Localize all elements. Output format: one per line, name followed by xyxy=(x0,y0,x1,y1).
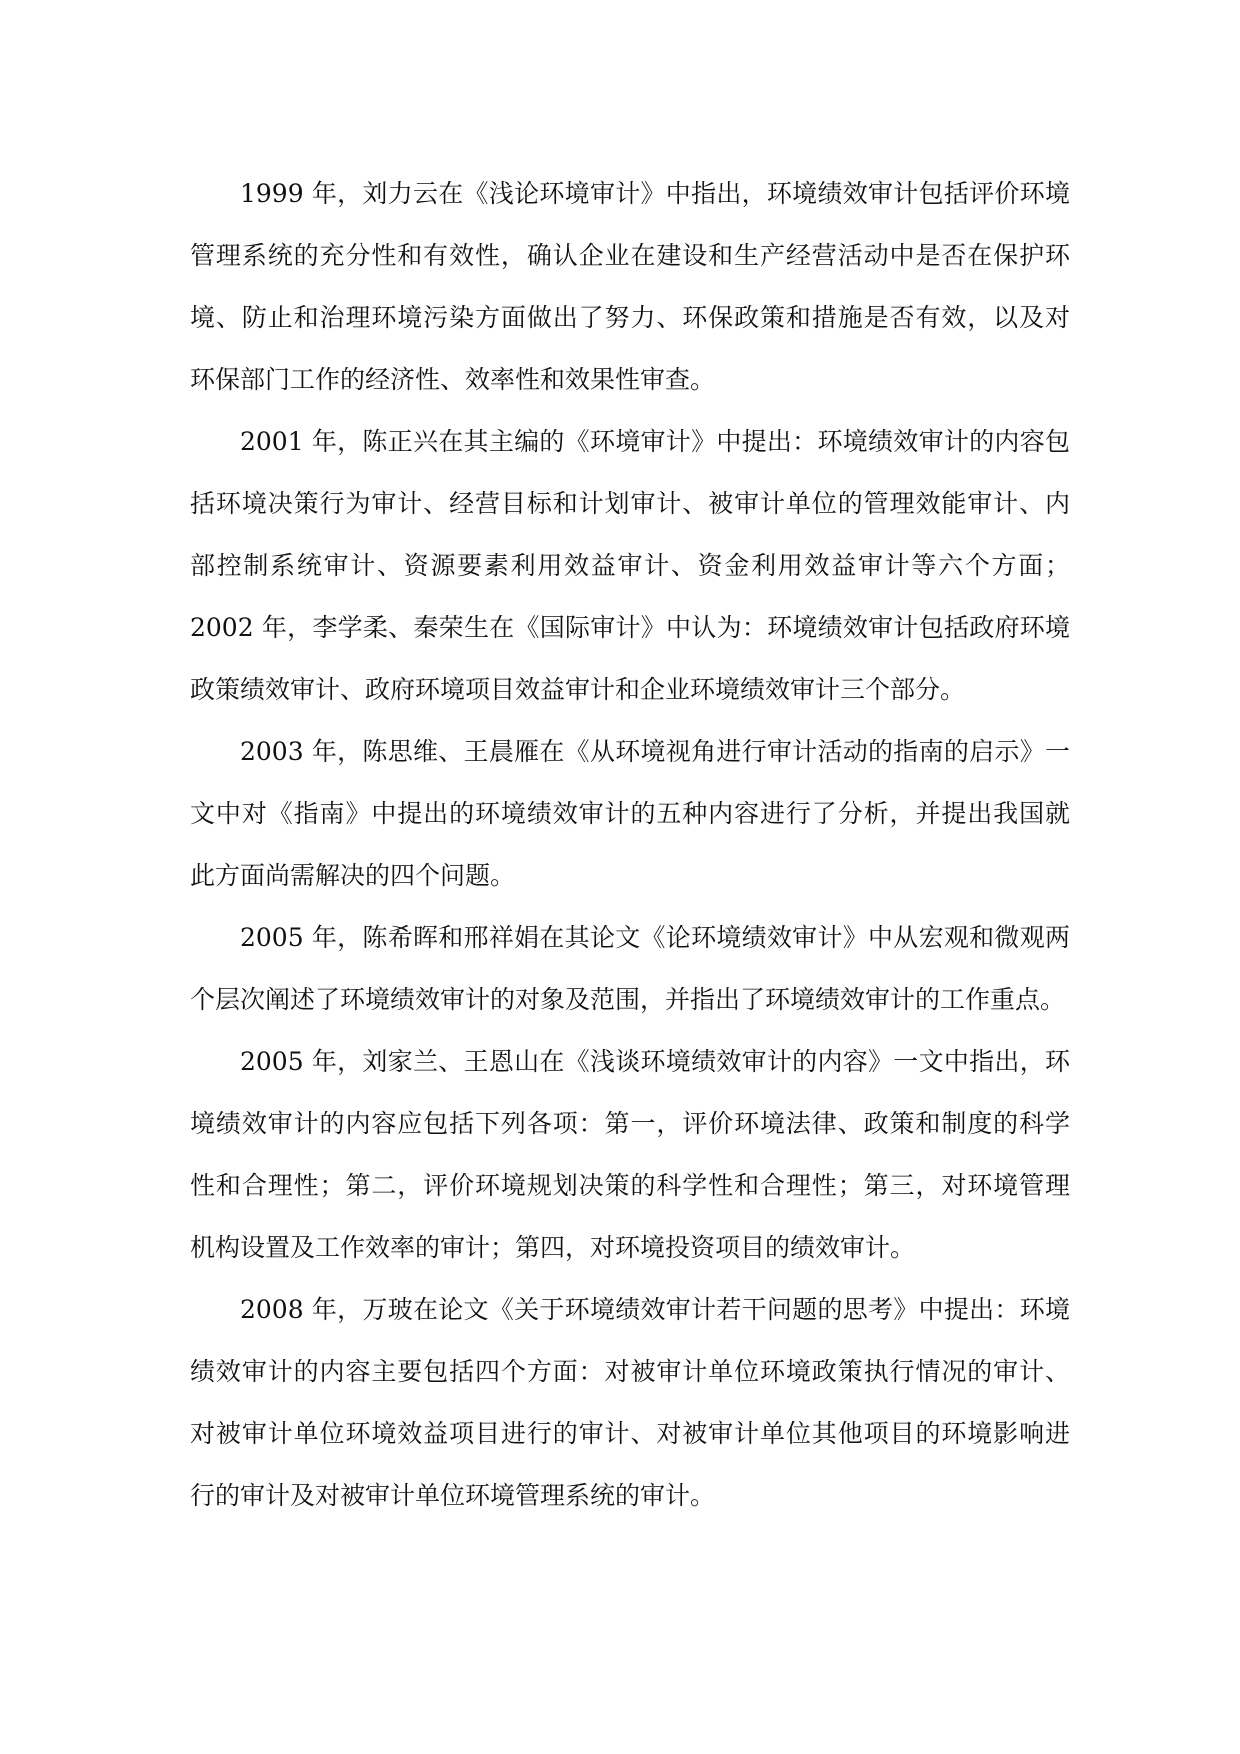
paragraph-6 xyxy=(190,1279,1070,1527)
text-line: 政策绩效审计、政府环境项目效益审计和企业环境绩效审计三个部分。 xyxy=(190,675,966,704)
text-line: 2001 年，陈正兴在其主编的《环境审计》中提出：环境绩效审计的内容包 xyxy=(240,427,1070,456)
paragraph-5 xyxy=(190,1031,1070,1279)
text-line: 文中对《指南》中提出的环境绩效审计的五种内容进行了分析，并提出我国就 xyxy=(190,799,1070,828)
text-line: 管理系统的充分性和有效性，确认企业在建设和生产经营活动中是否在保护环 xyxy=(190,241,1070,270)
body-text xyxy=(190,163,1070,1527)
text-line: 境、防止和治理环境污染方面做出了努力、环保政策和措施是否有效，以及对 xyxy=(190,303,1070,332)
text-line: 2005 年，陈希晖和邢祥娟在其论文《论环境绩效审计》中从宏观和微观两 xyxy=(240,923,1070,952)
text-line: 2008 年，万玻在论文《关于环境绩效审计若干问题的思考》中提出：环境 xyxy=(240,1295,1070,1324)
text-line: 部控制系统审计、资源要素利用效益审计、资金利用效益审计等六个方面； xyxy=(190,551,1070,580)
paragraph-4 xyxy=(190,907,1070,1031)
text-line: 对被审计单位环境效益项目进行的审计、对被审计单位其他项目的环境影响进 xyxy=(190,1419,1070,1448)
text-line: 境绩效审计的内容应包括下列各项：第一，评价环境法律、政策和制度的科学 xyxy=(190,1109,1070,1138)
text-line: 性和合理性；第二，评价环境规划决策的科学性和合理性；第三，对环境管理 xyxy=(190,1171,1070,1200)
text-line: 括环境决策行为审计、经营目标和计划审计、被审计单位的管理效能审计、内 xyxy=(190,489,1070,518)
text-line: 机构设置及工作效率的审计；第四，对环境投资项目的绩效审计。 xyxy=(190,1233,916,1262)
text-line: 个层次阐述了环境绩效审计的对象及范围，并指出了环境绩效审计的工作重点。 xyxy=(190,985,1066,1014)
text-line: 2003 年，陈思维、王晨雁在《从环境视角进行审计活动的指南的启示》一 xyxy=(240,737,1070,766)
text-line: 此方面尚需解决的四个问题。 xyxy=(190,861,516,890)
text-line: 2005 年，刘家兰、王恩山在《浅谈环境绩效审计的内容》一文中指出，环 xyxy=(240,1047,1070,1076)
paragraph-1 xyxy=(190,163,1070,411)
paragraph-2 xyxy=(190,411,1070,721)
text-line: 环保部门工作的经济性、效率性和效果性审查。 xyxy=(190,365,716,394)
text-line: 2002 年，李学柔、秦荣生在《国际审计》中认为：环境绩效审计包括政府环境 xyxy=(190,613,1070,642)
text-line: 绩效审计的内容主要包括四个方面：对被审计单位环境政策执行情况的审计、 xyxy=(190,1357,1070,1386)
text-line: 1999 年，刘力云在《浅论环境审计》中指出，环境绩效审计包括评价环境 xyxy=(240,179,1070,208)
text-line: 行的审计及对被审计单位环境管理系统的审计。 xyxy=(190,1481,716,1510)
paragraph-3 xyxy=(190,721,1070,907)
